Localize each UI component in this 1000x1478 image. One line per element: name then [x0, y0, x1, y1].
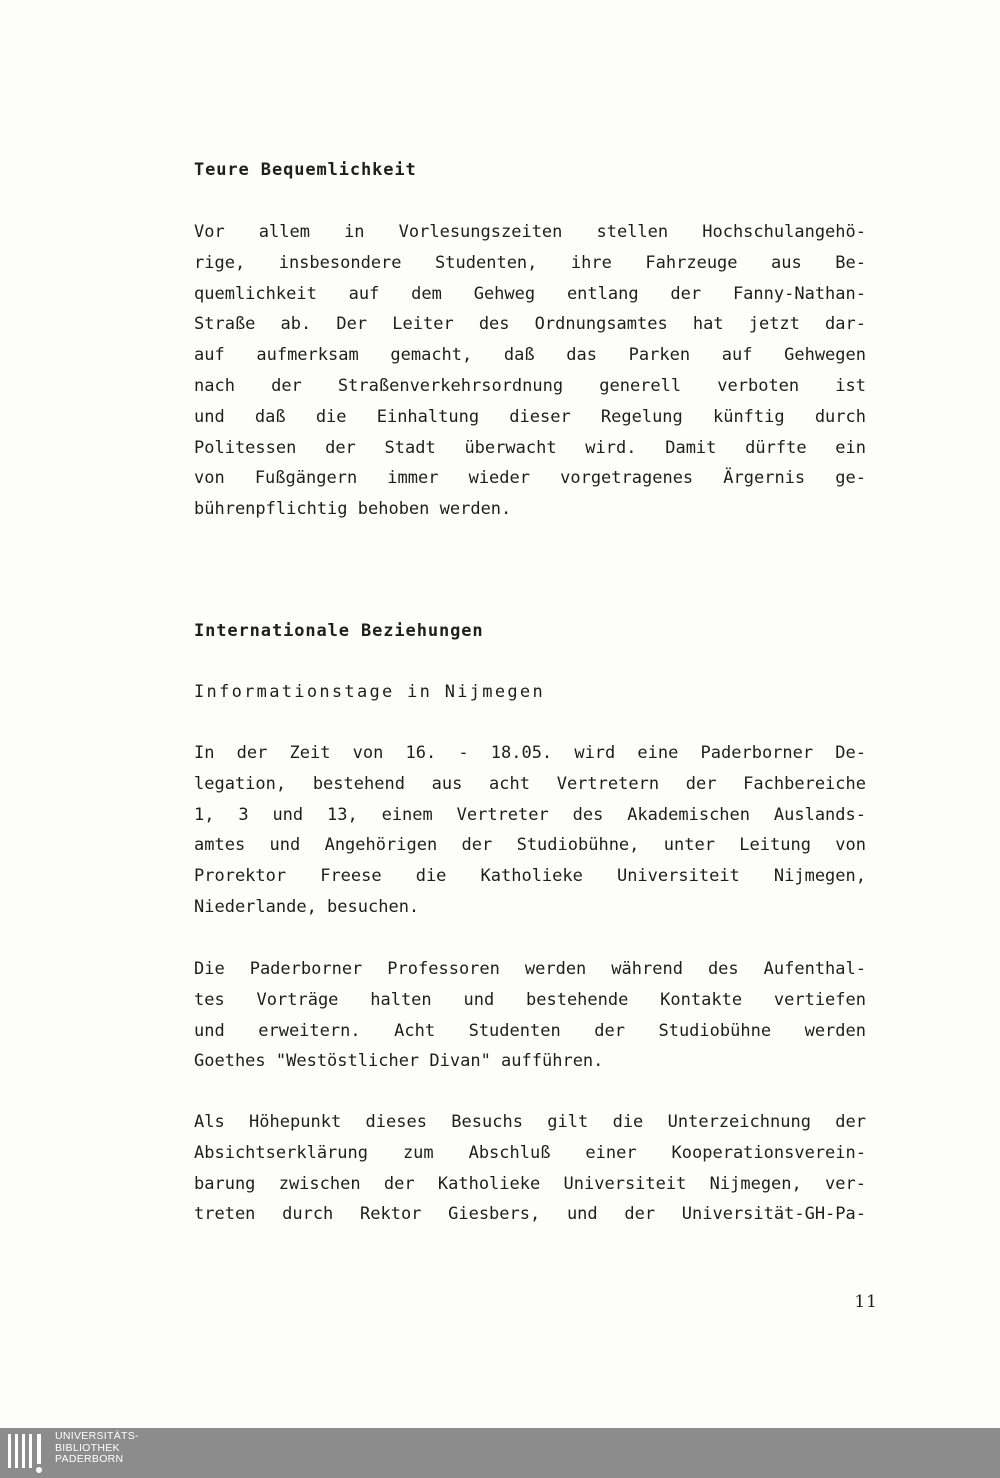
text-line: 1, 3 und 13, einem Vertreter des Akademischen Auslands- — [194, 804, 866, 825]
text-line: quemlichkeit auf dem Gehweg entlang der Fanny-Nathan- — [194, 283, 866, 304]
text-line: von Fußgängern immer wieder vorgetragenes Ärgernis ge- — [194, 468, 866, 489]
paragraph-professoren — [194, 954, 866, 1077]
text-line: tes Vorträge halten und bestehende Kontakte vertiefen — [194, 989, 866, 1010]
text-line: und daß die Einhaltung dieser Regelung künftig durch — [194, 406, 866, 427]
logo-line: PADERBORN — [55, 1453, 124, 1465]
paragraph-hoehepunkt — [194, 1107, 866, 1230]
text-line: auf aufmerksam gemacht, daß das Parken auf Gehwegen — [194, 345, 866, 366]
text-line: Niederlande, besuchen. — [194, 896, 420, 917]
page-number: 11 — [854, 1292, 878, 1312]
text-line: barung zwischen der Katholieke Universiteit Nijmegen, ver- — [194, 1173, 866, 1194]
text-line: rige, insbesondere Studenten, ihre Fahrzeuge aus Be- — [194, 252, 866, 273]
text-line: In der Zeit von 16. - 18.05. wird eine Paderborner De- — [194, 743, 866, 763]
text-line: Goethes "Westöstlicher Divan" aufführen. — [194, 1051, 604, 1072]
text-line: nach der Straßenverkehrsordnung generell verboten ist — [194, 375, 866, 396]
text-line: treten durch Rektor Giesbers, und der Universität-GH-Pa- — [194, 1204, 866, 1225]
logo-line: BIBLIOTHEK — [55, 1441, 120, 1454]
text-line: Prorektor Freese die Katholieke Universiteit Nijmegen, — [194, 866, 866, 887]
text-line: Politessen der Stadt überwacht wird. Damit dürfte ein — [194, 437, 866, 458]
text-line: amtes und Angehörigen der Studiobühne, unter Leitung von — [194, 835, 866, 856]
paragraph-delegation — [194, 738, 866, 923]
paragraph-parking — [194, 217, 866, 525]
section-heading-internationale-beziehungen: Internationale Beziehungen — [194, 621, 484, 641]
text-line: legation, bestehend aus acht Vertretern der Fachbereiche — [194, 773, 866, 794]
text-line: Als Höhepunkt dieses Besuchs gilt die Unterzeichnung der — [194, 1112, 866, 1132]
text-line: Vor allem in Vorlesungszeiten stellen Hochschulangehö- — [194, 222, 866, 242]
logo-line: UNIVERSITÄTS- — [55, 1430, 139, 1442]
library-logo-icon — [6, 1432, 48, 1474]
library-footer-bar — [0, 1428, 1000, 1478]
text-line: Absichtserklärung zum Abschluß einer Kooperationsverein- — [194, 1142, 866, 1163]
text-line: bührenpflichtig behoben werden. — [194, 499, 512, 520]
section-heading-teure-bequemlichkeit: Teure Bequemlichkeit — [194, 160, 417, 180]
library-logo-text — [55, 1431, 139, 1466]
text-line: Die Paderborner Professoren werden während des Aufenthal- — [194, 959, 866, 979]
text-line: Straße ab. Der Leiter des Ordnungsamtes hat jetzt dar- — [194, 314, 866, 335]
subheading-informationstage: Informationstage in Nijmegen — [194, 682, 545, 702]
text-line: und erweitern. Acht Studenten der Studiobühne werden — [194, 1020, 866, 1041]
